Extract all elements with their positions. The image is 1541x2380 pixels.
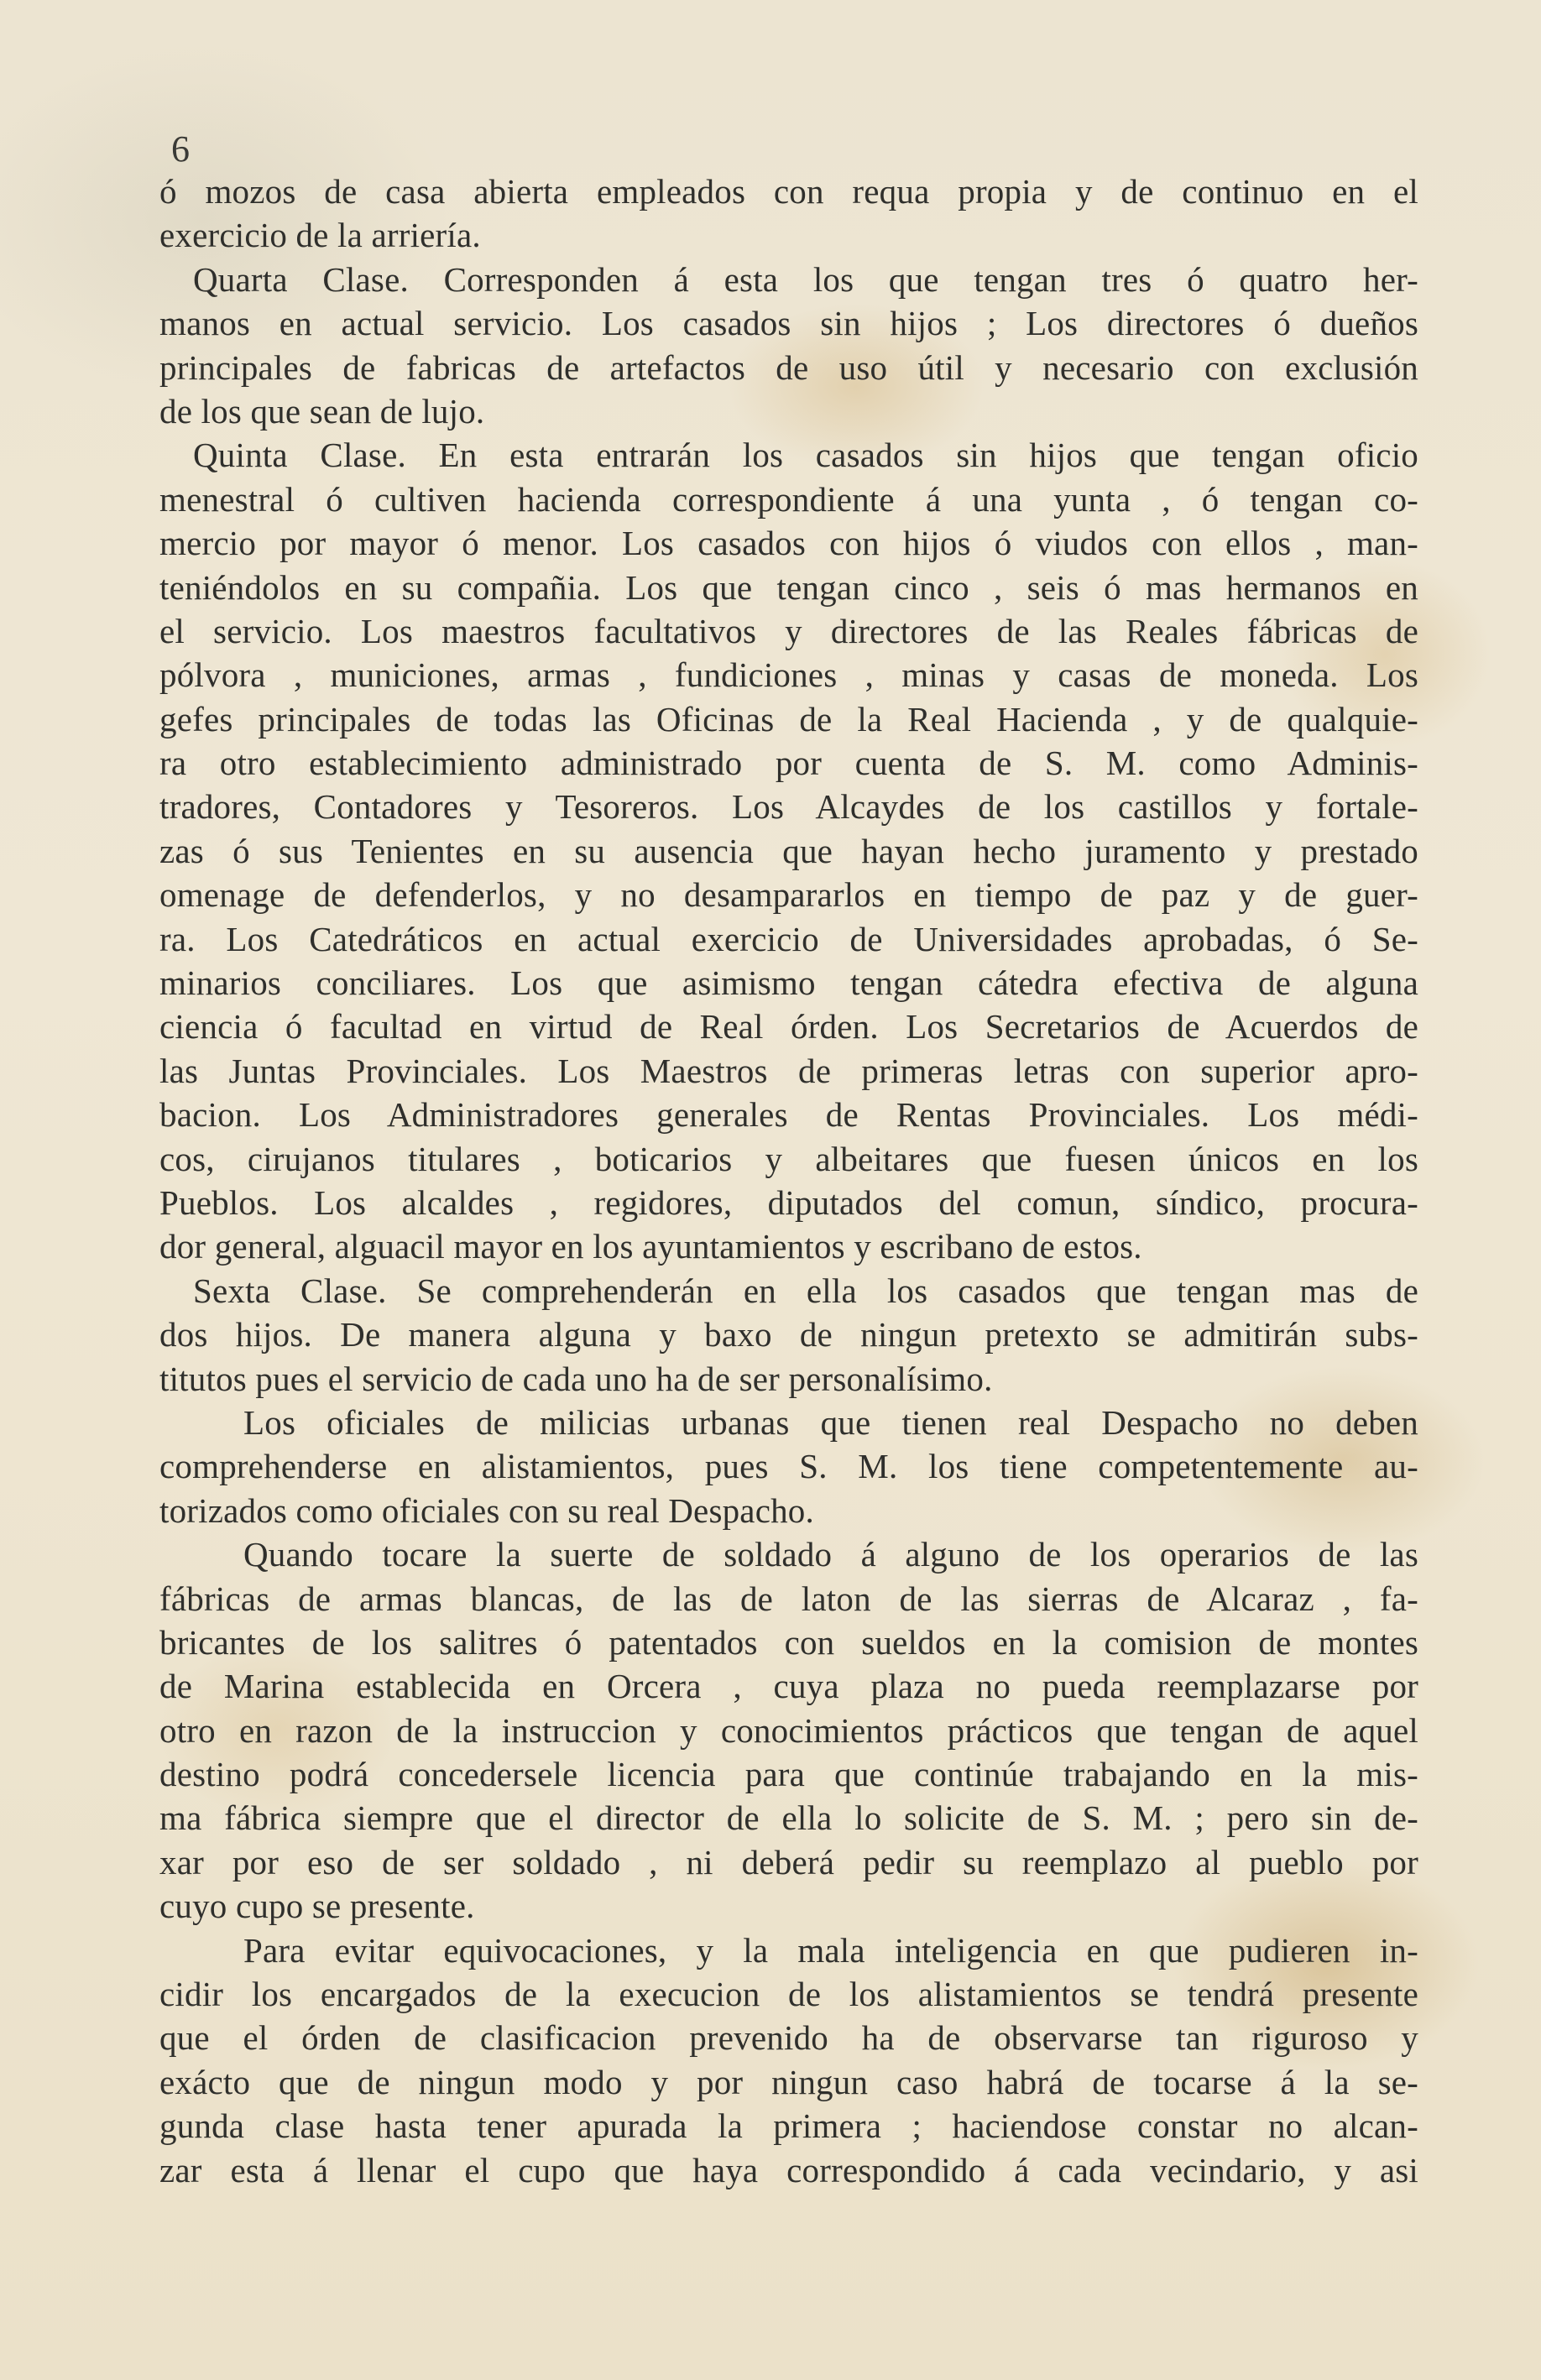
text-line: que el órden de clasificacion prevenido ha de observarse tan riguroso y xyxy=(159,2018,1418,2058)
text-line: Pueblos. Los alcaldes , regidores, diputados del comun, síndico, procura- xyxy=(159,1182,1418,1222)
text-line: Sexta Clase. Se comprehenderán en ella los casados que tengan mas de xyxy=(193,1271,1418,1310)
text-line: minarios conciliares. Los que asimismo tengan cátedra efectiva de alguna xyxy=(159,963,1418,1003)
text-line: comprehenderse en alistamientos, pues S. M. los tiene competentemente au- xyxy=(159,1447,1418,1486)
text-line: xar por eso de ser soldado , ni deberá pedir su reemplazo al pueblo por xyxy=(159,1842,1418,1882)
text-line: torizados como oficiales con su real Despacho. xyxy=(159,1490,814,1530)
text-line: pólvora , municiones, armas , fundiciones , minas y casas de moneda. Los xyxy=(159,655,1418,695)
text-line: ó mozos de casa abierta empleados con requa propia y de continuo en el xyxy=(159,172,1418,211)
text-line: ra otro establecimiento administrado por cuenta de S. M. como Adminis- xyxy=(159,744,1418,783)
text-line: bacion. Los Administradores generales de Rentas Provinciales. Los médi- xyxy=(159,1095,1418,1135)
text-line: mercio por mayor ó menor. Los casados con hijos ó viudos con ellos , man- xyxy=(159,524,1418,563)
text-line: cidir los encargados de la execucion de los alistamientos se tendrá presente xyxy=(159,1975,1418,2014)
text-line: Los oficiales de milicias urbanas que tienen real Despacho no deben xyxy=(243,1402,1418,1442)
text-line: fábricas de armas blancas, de las de laton de las sierras de Alcaraz , fa- xyxy=(159,1579,1418,1618)
text-line: de Marina establecida en Orcera , cuya plaza no pueda reemplazarse por xyxy=(159,1667,1418,1706)
text-line: ciencia ó facultad en virtud de Real órden. Los Secretarios de Acuerdos de xyxy=(159,1007,1418,1046)
body-text xyxy=(159,170,1418,2192)
text-line: el servicio. Los maestros facultativos y directores de las Reales fábricas de xyxy=(159,611,1418,650)
text-line: dor general, alguacil mayor en los ayuntamientos y escribano de estos. xyxy=(159,1227,1142,1266)
text-line: teniéndolos en su compañia. Los que tengan cinco , seis ó mas hermanos en xyxy=(159,567,1418,607)
text-line: zas ó sus Tenientes en su ausencia que hayan hecho juramento y prestado xyxy=(159,831,1418,870)
text-line: otro en razon de la instruccion y conocimientos prácticos que tengan de aquel xyxy=(159,1710,1418,1750)
text-line: ma fábrica siempre que el director de ella lo solicite de S. M. ; pero sin de- xyxy=(159,1798,1418,1838)
text-line: tradores, Contadores y Tesoreros. Los Alcaydes de los castillos y fortale- xyxy=(159,787,1418,827)
text-line: zar esta á llenar el cupo que haya correspondido á cada vecindario, y asi xyxy=(159,2150,1418,2189)
text-line: bricantes de los salitres ó patentados con sueldos en la comision de montes xyxy=(159,1622,1418,1662)
text-line: omenage de defenderlos, y no desampararlos en tiempo de paz y de guer- xyxy=(159,875,1418,915)
text-line: exácto que de ningun modo y por ningun caso habrá de tocarse á la se- xyxy=(159,2062,1418,2101)
text-line: titutos pues el servicio de cada uno ha de ser personalísimo. xyxy=(159,1359,993,1398)
text-line: ra. Los Catedráticos en actual exercicio de Universidades aprobadas, ó Se- xyxy=(159,919,1418,958)
text-line: de los que sean de lujo. xyxy=(159,391,485,431)
text-line: dos hijos. De manera alguna y baxo de ningun pretexto se admitirán subs- xyxy=(159,1315,1418,1354)
text-line: gunda clase hasta tener apurada la primera ; haciendose constar no alcan- xyxy=(159,2106,1418,2146)
text-line: gefes principales de todas las Oficinas de la Real Hacienda , y de qualquie- xyxy=(159,699,1418,739)
text-line: menestral ó cultiven hacienda correspondiente á una yunta , ó tengan co- xyxy=(159,479,1418,519)
text-line: cos, cirujanos titulares , boticarios y albeitares que fuesen únicos en los xyxy=(159,1139,1418,1178)
text-line: exercicio de la arriería. xyxy=(159,216,481,255)
text-line: principales de fabricas de artefactos de uso útil y necesario con exclusión xyxy=(159,347,1418,387)
text-line: Quinta Clase. En esta entrarán los casados sin hijos que tengan oficio xyxy=(193,436,1418,475)
text-line: Quarta Clase. Corresponden á esta los que tengan tres ó quatro her- xyxy=(193,259,1418,299)
text-line: Para evitar equivocaciones, y la mala inteligencia en que pudieren in- xyxy=(243,1930,1418,1970)
text-line: destino podrá concedersele licencia para que continúe trabajando en la mis- xyxy=(159,1755,1418,1794)
page-number: 6 xyxy=(171,128,190,170)
text-line: cuyo cupo se presente. xyxy=(159,1887,475,1926)
text-line: las Juntas Provinciales. Los Maestros de primeras letras con superior apro- xyxy=(159,1051,1418,1090)
text-line: Quando tocare la suerte de soldado á alguno de los operarios de las xyxy=(243,1535,1418,1574)
text-line: manos en actual servicio. Los casados sin hijos ; Los directores ó dueños xyxy=(159,304,1418,343)
